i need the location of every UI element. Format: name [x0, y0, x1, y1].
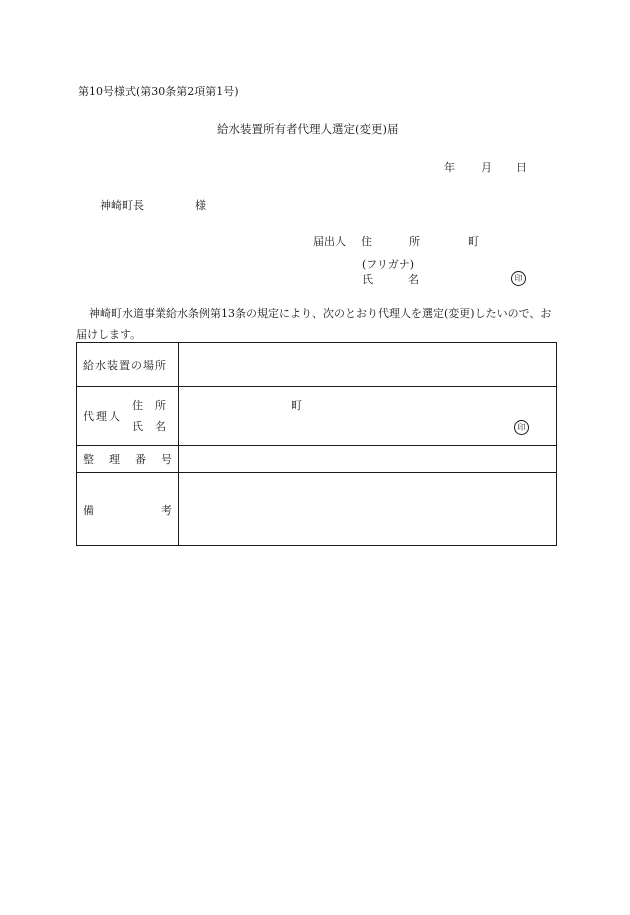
- table-row-place: [77, 343, 557, 387]
- bikou-label-cell: [77, 473, 179, 546]
- place-label: 給水装置の場所: [83, 359, 167, 372]
- table-row-agent: [77, 387, 557, 446]
- applicant-address-label-1: 住: [361, 235, 372, 248]
- place-label-cell: [77, 343, 179, 387]
- document-title: 給水装置所有者代理人選定(変更)届: [217, 122, 399, 136]
- seiri-label: 整理番号: [83, 453, 187, 466]
- date-year-label: 年: [444, 161, 455, 174]
- date-day-label: 日: [516, 161, 527, 174]
- seiri-label-cell: [77, 446, 187, 473]
- agent-label-cell: [77, 387, 179, 446]
- agent-town-label: 町: [291, 399, 302, 412]
- applicant-name-label-1: 氏: [362, 273, 373, 286]
- bikou-label-1: 備: [83, 504, 94, 517]
- applicant-role-label: 届出人: [313, 235, 346, 248]
- place-value-cell[interactable]: [179, 343, 557, 387]
- agent-label: 代理人: [83, 410, 122, 423]
- agent-value-cell[interactable]: [179, 387, 557, 446]
- body-paragraph: 神崎町水道事業給水条例第13条の規定により、次のとおり代理人を選定(変更)したいので、お届けします。: [76, 307, 552, 341]
- table-row-bikou: [77, 473, 557, 546]
- applicant-seal-icon: 印: [511, 271, 526, 286]
- form-number-label: 第10号様式(第30条第2項第1号): [78, 85, 239, 98]
- bikou-value-cell[interactable]: [179, 473, 557, 546]
- form-table: [76, 342, 557, 546]
- addressee-name: 神崎町長: [100, 199, 144, 212]
- addressee-honorific: 様: [195, 199, 206, 212]
- table-row-seiri: [77, 446, 557, 473]
- bikou-label-2: 考: [161, 504, 172, 517]
- date-month-label: 月: [481, 161, 492, 174]
- applicant-town-label: 町: [468, 235, 479, 248]
- agent-address-label: 住所: [132, 399, 178, 412]
- seiri-value-cell[interactable]: [179, 446, 557, 473]
- applicant-address-label-2: 所: [409, 235, 420, 248]
- applicant-name-label-2: 名: [408, 273, 419, 286]
- furigana-label: (フリガナ): [362, 258, 415, 271]
- agent-seal-icon: 印: [514, 420, 529, 435]
- agent-name-label: 氏名: [132, 420, 178, 433]
